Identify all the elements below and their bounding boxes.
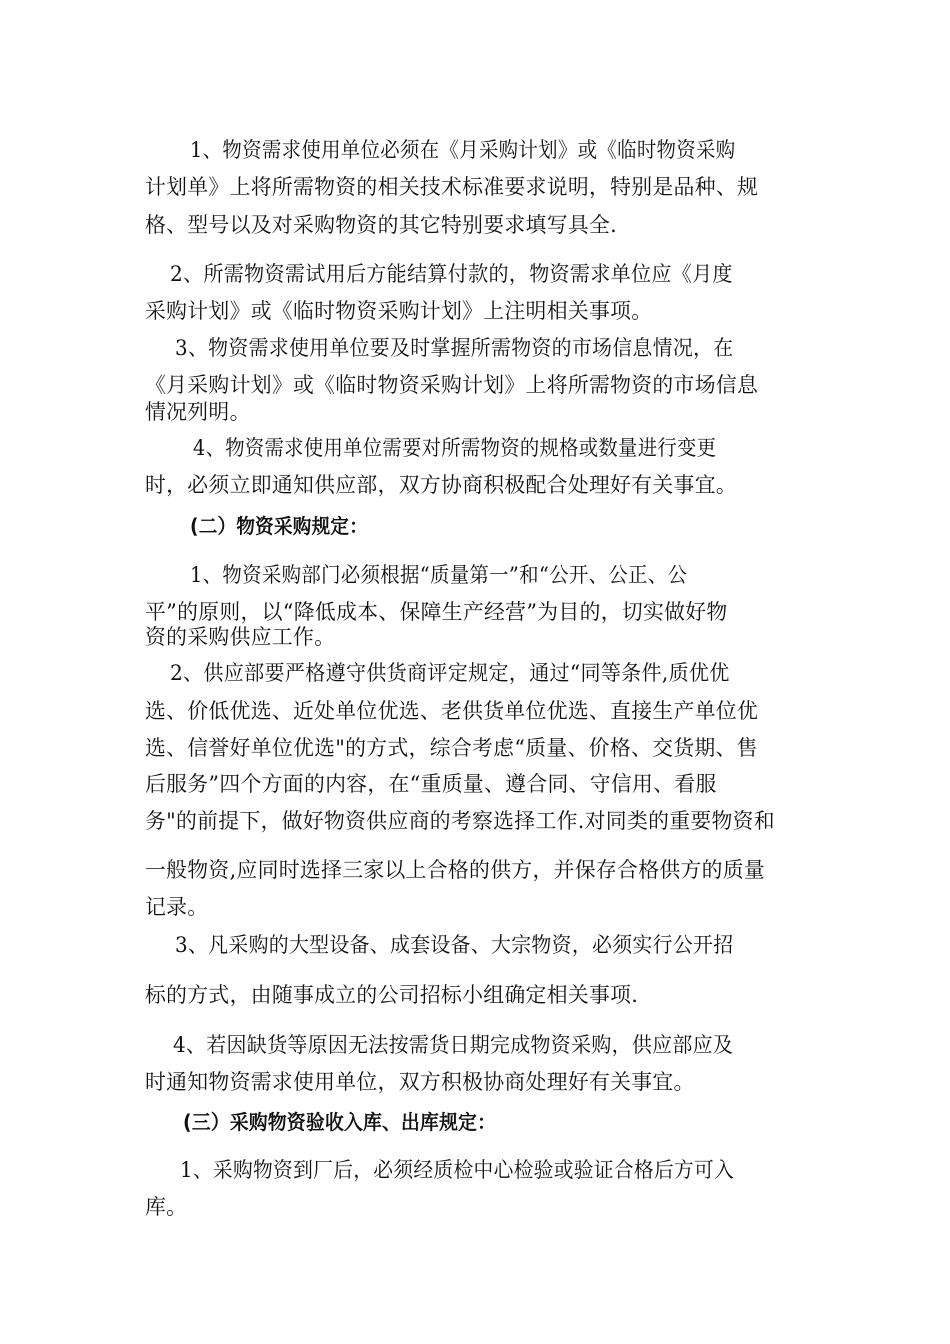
para-6-line-4: 后服务”四个方面的内容，在“重质量、遵合同、守信用、看服 [145,772,717,796]
para-5-line-3: 资的采购供应工作。 [145,625,336,649]
para-1-line-2: 计划单》上将所需物资的相关技术标准要求说明，特别是品种、规 [145,175,759,199]
section-heading-2: (二）物资采购规定： [190,514,369,538]
para-3-line-2: 《月采购计划》或《临时物资采购计划》上将所需物资的市场信息 [145,373,759,397]
para-8-line-2: 时通知物资需求使用单位，双方积极协商处理好有关事宜。 [145,1070,695,1094]
para-7-line-1: 3、凡采购的大型设备、成套设备、大宗物资，必须实行公开招 [175,933,734,957]
para-6-line-2: 选、价低优选、近处单位优选、老供货单位优选、直接生产单位优 [145,699,759,723]
section-heading-3: (三）采购物资验收入库、出库规定： [183,1110,497,1134]
para-3-line-3: 情况列明。 [145,400,251,424]
para-2-line-2: 采购计划》或《临时物资采购计划》上注明相关事项。 [145,299,653,323]
para-6-line-1: 2、供应部要严格遵守供货商评定规定，通过“同等条件,质优优 [170,661,730,685]
para-4-line-2: 时，必须立即通知供应部，双方协商积极配合处理好有关事宜。 [145,473,737,497]
para-1-line-1: 1、物资需求使用单位必须在《月采购计划》或《临时物资采购 [190,138,736,162]
para-6-line-3: 选、信誉好单位优选"的方式，综合考虑“质量、价格、交货期、售 [145,736,758,760]
para-3-line-1: 3、物资需求使用单位要及时掌握所需物资的市场信息情况，在 [175,336,734,360]
para-6-line-6: 一般物资,应同时选择三家以上合格的供方，并保存合格供方的质量 [145,858,766,882]
para-9-line-2: 库。 [145,1195,188,1219]
para-4-line-1: 4、物资需求使用单位需要对所需物资的规格或数量进行变更 [193,436,717,460]
para-5-line-2: 平”的原则，以“降低成本、保障生产经营”为目的，切实做好物 [145,600,728,624]
para-6-line-7: 记录。 [145,895,209,919]
para-9-line-1: 1、采购物资到厂后，必须经质检中心检验或验证合格后方可入 [180,1158,735,1182]
para-7-line-2: 标的方式，由随事成立的公司招标小组确定相关事项. [145,983,639,1007]
para-6-line-5: 务"的前提下，做好物资供应商的考察选择工作.对同类的重要物资和 [145,809,775,833]
para-5-line-1: 1、物资采购部门必须根据“质量第一”和“公开、公正、公 [190,563,688,587]
para-1-line-3: 格、型号以及对采购物资的其它特别要求填写具全. [145,213,618,237]
para-8-line-1: 4、若因缺货等原因无法按需货日期完成物资采购，供应部应及 [173,1033,734,1057]
para-2-line-1: 2、所需物资需试用后方能结算付款的，物资需求单位应《月度 [170,262,733,286]
